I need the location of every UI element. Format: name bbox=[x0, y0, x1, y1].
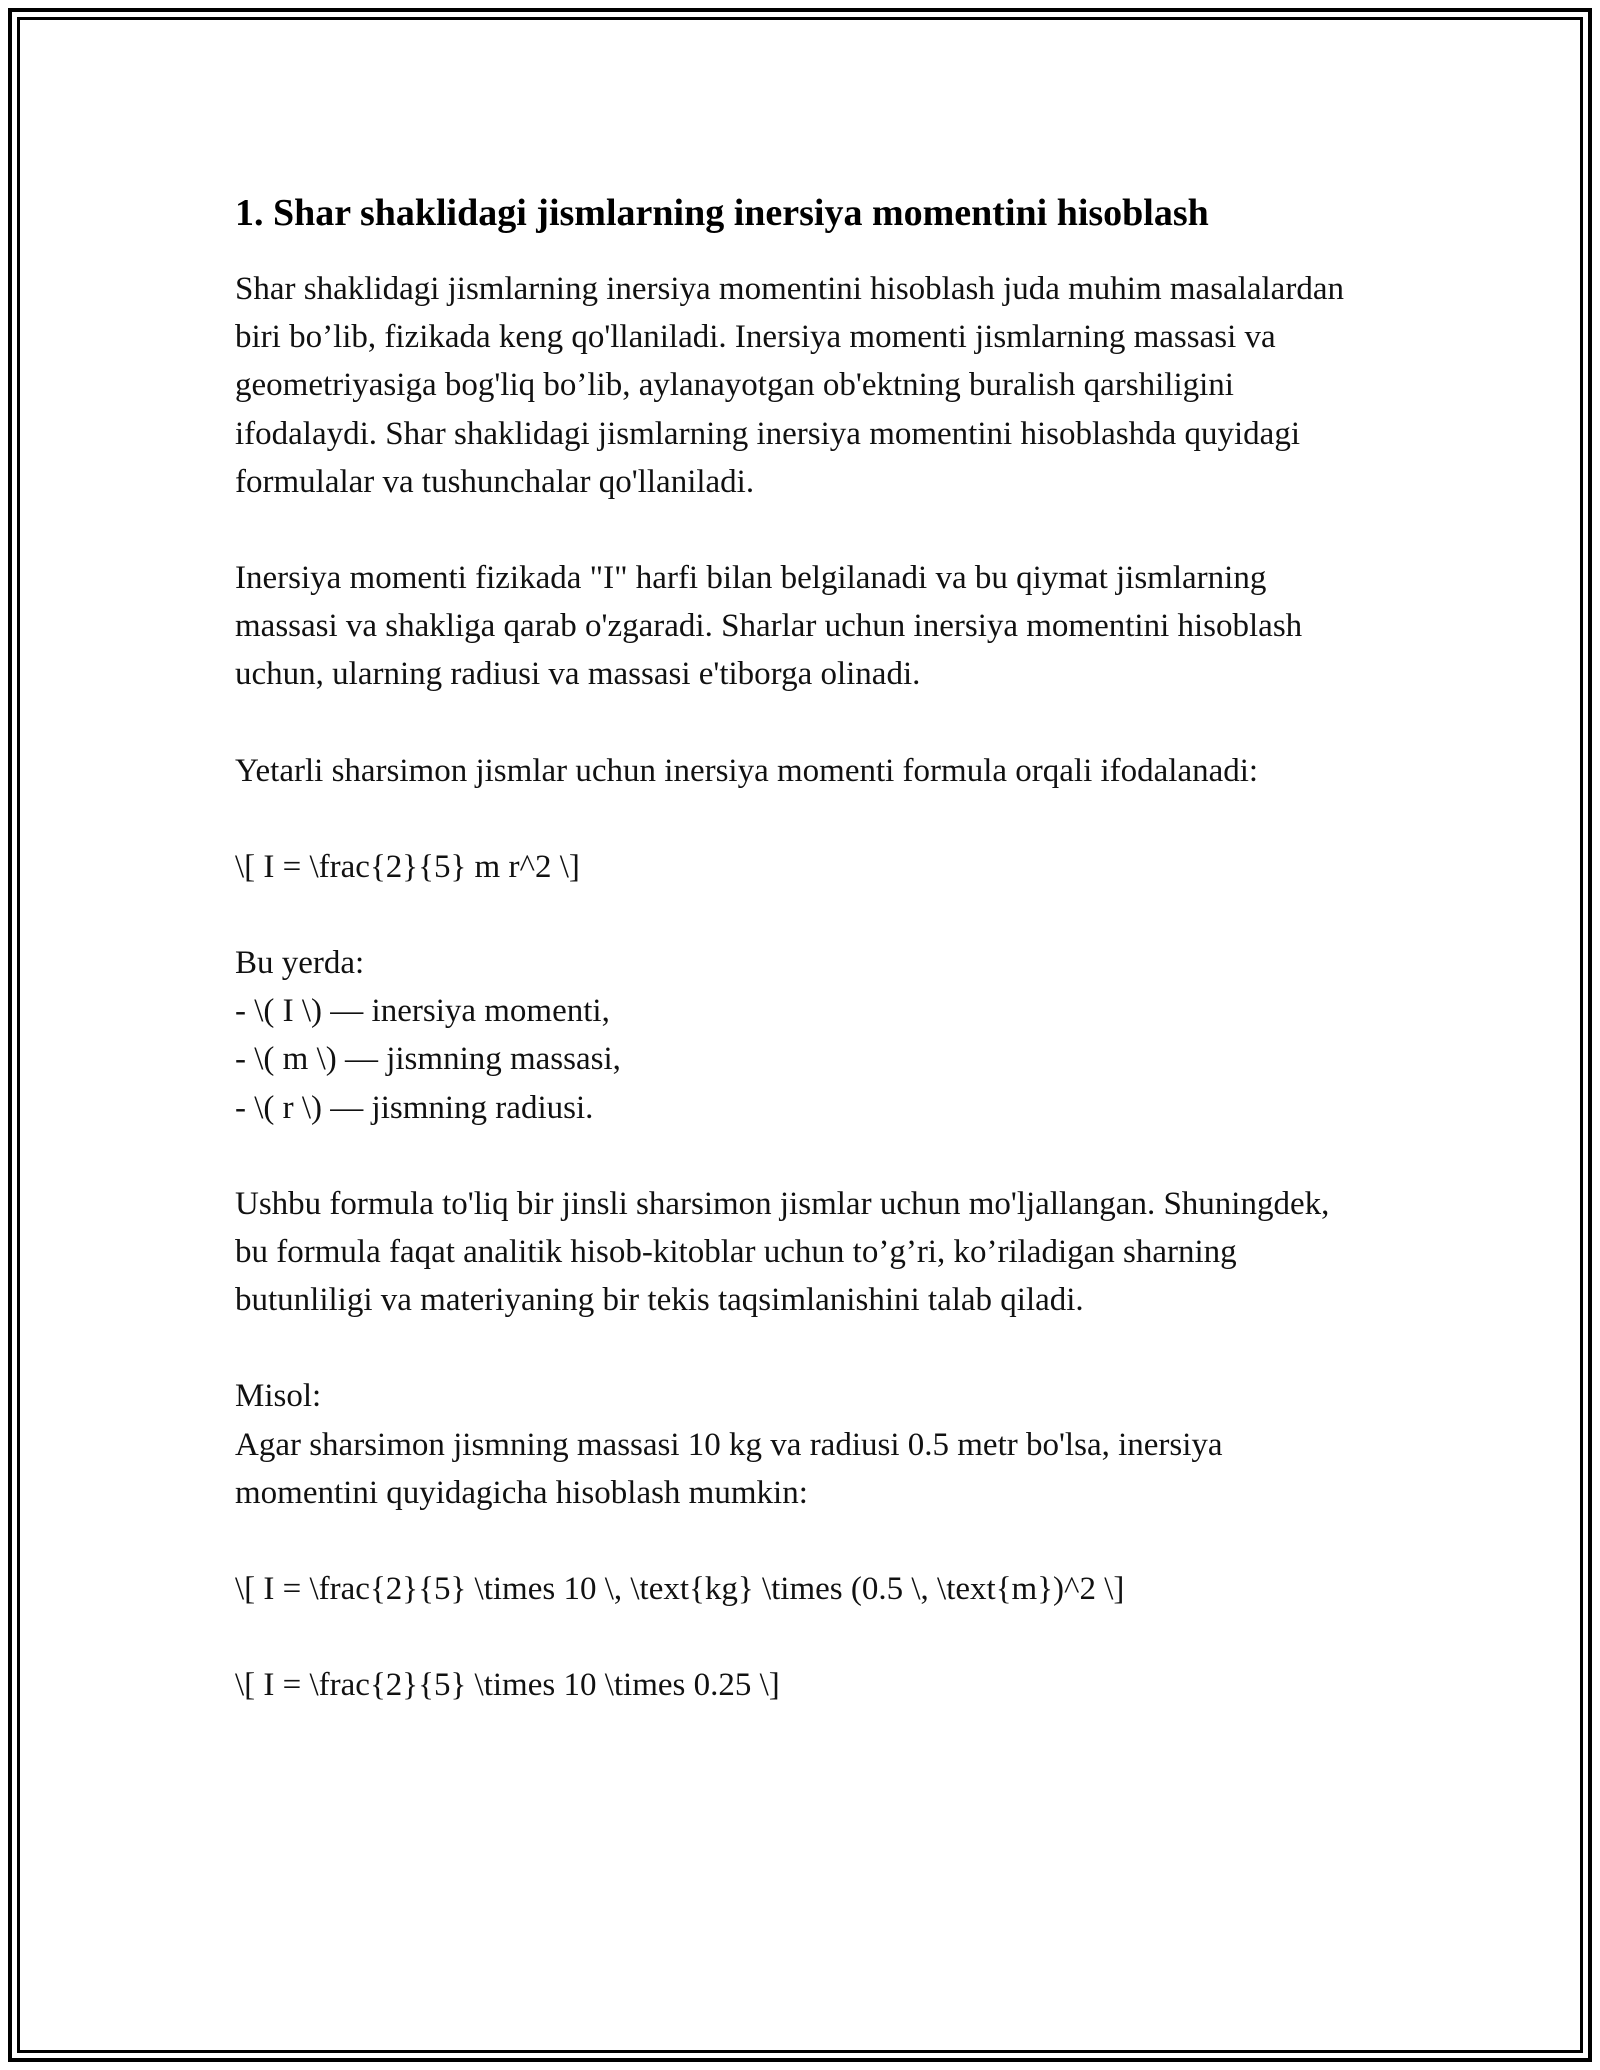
intro-paragraph: Shar shaklidagi jismlarning inersiya momentini hisoblash juda muhim masalalardan biri bo’lib, fizikada keng qo'llaniladi. Inersiya momenti jismlarning massasi va geometriyasiga bog'liq bo’lib, aylanayotgan ob'ektning buralish qarshiligini ifodalaydi. Shar shaklidagi jismlarning inersiya momentini hisoblashda quyidagi formulalar va tushunchalar qo'llaniladi. bbox=[235, 271, 1344, 500]
definition-item-r: - \( r \) — jismning radiusi. bbox=[235, 1089, 594, 1126]
section-heading: 1. Shar shaklidagi jismlarning inersiya momentini hisoblash bbox=[235, 192, 1209, 234]
formula-intro-paragraph: Yetarli sharsimon jismlar uchun inersiya momenti formula orqali ifodalanadi: bbox=[235, 752, 1259, 789]
example-text: Agar sharsimon jismning massasi 10 kg va radiusi 0.5 metr bo'lsa, inersiya momentini quyidagicha hisoblash mumkin: bbox=[235, 1426, 1223, 1511]
definition-item-m: - \( m \) — jismning massasi, bbox=[235, 1041, 621, 1078]
variable-definitions bbox=[235, 939, 1365, 1132]
example-block bbox=[235, 1372, 1365, 1517]
example-formula-1: \[ I = \frac{2}{5} \times 10 \, \text{kg} \times (0.5 \, \text{m})^2 \] bbox=[235, 1571, 1125, 1608]
example-formula-2: \[ I = \frac{2}{5} \times 10 \times 0.25 \] bbox=[235, 1667, 780, 1704]
example-label: Misol: bbox=[235, 1378, 322, 1415]
document-body bbox=[235, 187, 1365, 1709]
applicability-paragraph: Ushbu formula to'liq bir jinsli sharsimon jismlar uchun mo'ljallangan. Shuningdek, bu formula faqat analitik hisob-kitoblar uchun to’g’ri, ko’riladigan sharning butunliligi va materiyaning bir tekis taqsimlanishini talab qiladi. bbox=[235, 1185, 1330, 1319]
main-formula: \[ I = \frac{2}{5} m r^2 \] bbox=[235, 848, 580, 885]
definitions-intro: Bu yerda: bbox=[235, 945, 365, 982]
definition-paragraph: Inersiya momenti fizikada "I" harfi bilan belgilanadi va bu qiymat jismlarning massasi va shakliga qarab o'zgaradi. Sharlar uchun inersiya momentini hisoblash uchun, ularning radiusi va massasi e'tiborga olinadi. bbox=[235, 560, 1303, 693]
definition-item-i: - \( I \) — inersiya momenti, bbox=[235, 993, 610, 1030]
